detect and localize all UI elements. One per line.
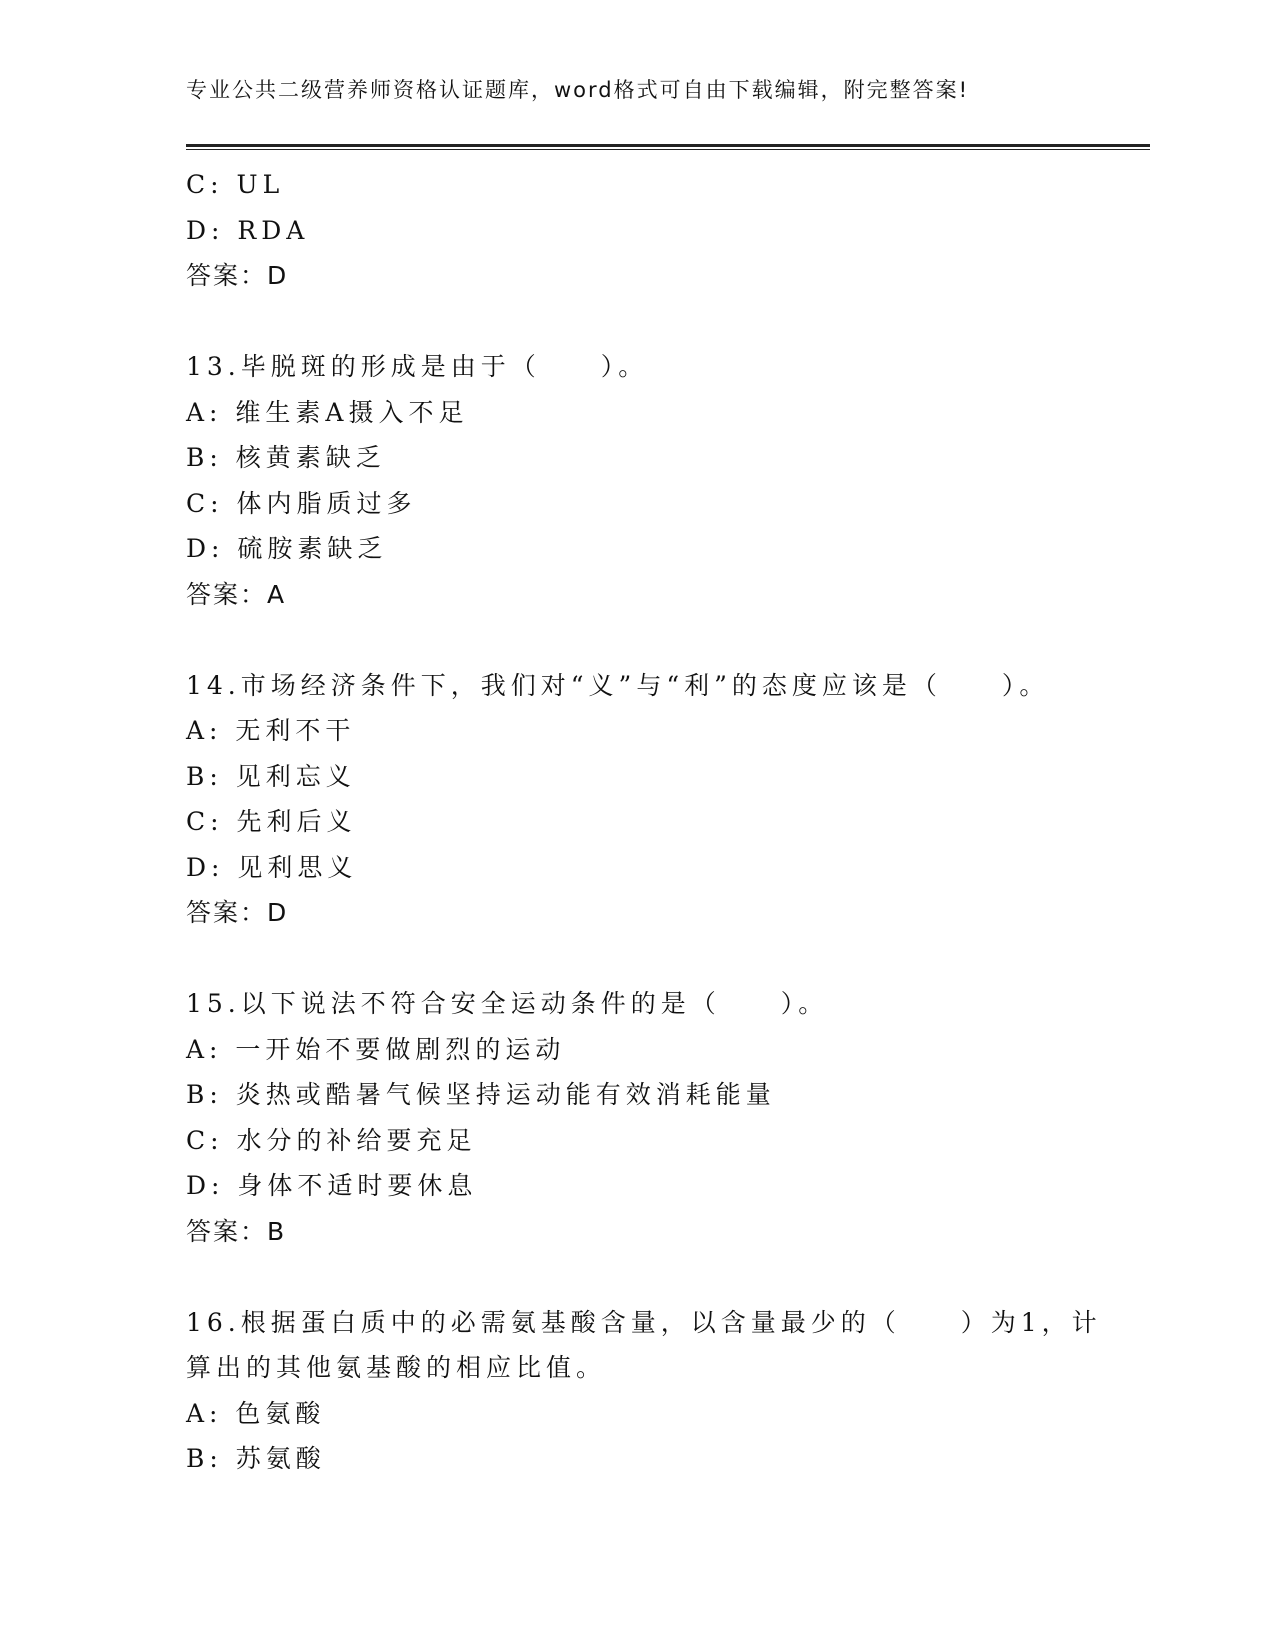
option-b: B: 苏氨酸	[186, 1444, 326, 1473]
option-c: C: UL	[186, 170, 285, 199]
option-d: D: RDA	[186, 215, 310, 245]
option-c: C: 先利后义	[186, 807, 357, 836]
spacer	[186, 617, 1086, 663]
option-b: B: 炎热或酷暑气候坚持运动能有效消耗能量	[186, 1080, 776, 1109]
question-15	[186, 981, 1086, 1254]
option-a: A: 维生素A摄入不足	[186, 397, 469, 427]
question-12-continued	[186, 162, 1086, 299]
option-a: A: 一开始不要做剧烈的运动	[186, 1034, 566, 1064]
question-stem: 14.市场经济条件下，我们对“义”与“利”的态度应该是（ ）。	[186, 670, 1050, 700]
question-stem-line-2: 算出的其他氨基酸的相应比值。	[186, 1353, 607, 1382]
answer: 答案：B	[186, 1216, 287, 1246]
spacer	[186, 299, 1086, 345]
question-13	[186, 344, 1086, 617]
page-header: 专业公共二级营养师资格认证题库，word格式可自由下载编辑，附完整答案!	[186, 78, 970, 102]
spacer	[186, 936, 1086, 982]
question-stem-line-1: 16.根据蛋白质中的必需氨基酸含量，以含量最少的（ ）为1，计	[186, 1307, 1102, 1337]
option-c: C: 体内脂质过多	[186, 488, 417, 518]
option-d: D: 见利思义	[186, 852, 358, 882]
answer: 答案：D	[186, 261, 289, 290]
option-b: B: 见利忘义	[186, 761, 356, 791]
option-a: A: 无利不干	[186, 716, 356, 745]
question-stem: 13.毕脱斑的形成是由于（ ）。	[186, 352, 649, 381]
question-16	[186, 1300, 1102, 1482]
question-14	[186, 663, 1086, 936]
option-a: A: 色氨酸	[186, 1398, 326, 1428]
option-d: D: 硫胺素缺乏	[186, 534, 388, 563]
option-d: D: 身体不适时要休息	[186, 1171, 478, 1200]
option-c: C: 水分的补给要充足	[186, 1125, 477, 1155]
answer: 答案：D	[186, 898, 289, 927]
option-b: B: 核黄素缺乏	[186, 443, 386, 472]
spacer	[186, 1254, 1086, 1300]
header-rule	[186, 144, 1150, 150]
question-list	[186, 162, 1102, 1482]
question-stem: 15.以下说法不符合安全运动条件的是（ ）。	[186, 989, 829, 1018]
answer: 答案：A	[186, 579, 287, 609]
